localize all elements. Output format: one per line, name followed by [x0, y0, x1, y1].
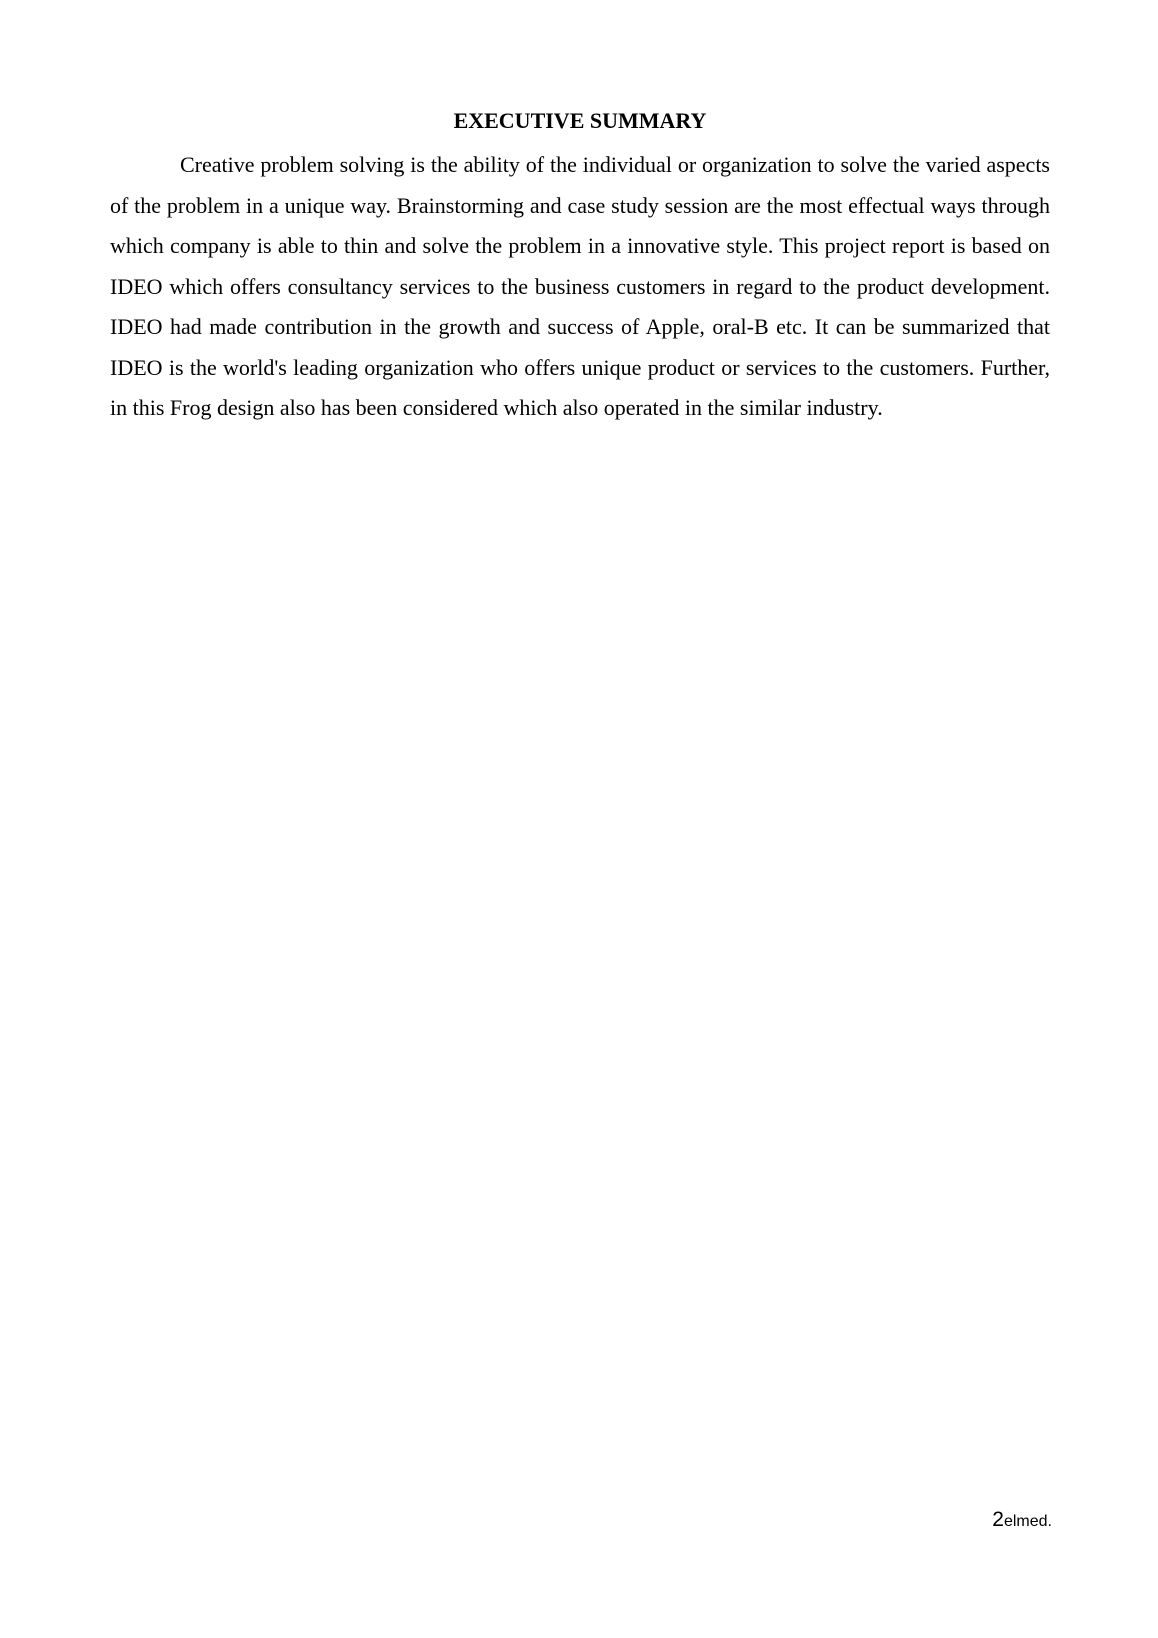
page-code: elmed.: [1003, 1513, 1052, 1530]
section-heading: EXECUTIVE SUMMARY: [453, 108, 707, 133]
summary-paragraph: Creative problem solving is the ability of the individual or organization to solve the varied aspects of the problem in a unique way. Brainstorming and case study session are the most effectual ways through which company is able to thin and solve the problem in a innovative style. This project report is based on IDEO which offers consultancy services to the business customers in regard to the product development. IDEO had made contribution in the growth and success of Apple, oral-B etc. It can be summarized that IDEO is the world's leading organization who offers unique product or services to the customers. Further, in this Frog design also has been considered which also operated in the similar industry.: [110, 152, 1050, 420]
page-number: 2: [992, 1508, 1004, 1531]
page-footer: [992, 1508, 1052, 1532]
